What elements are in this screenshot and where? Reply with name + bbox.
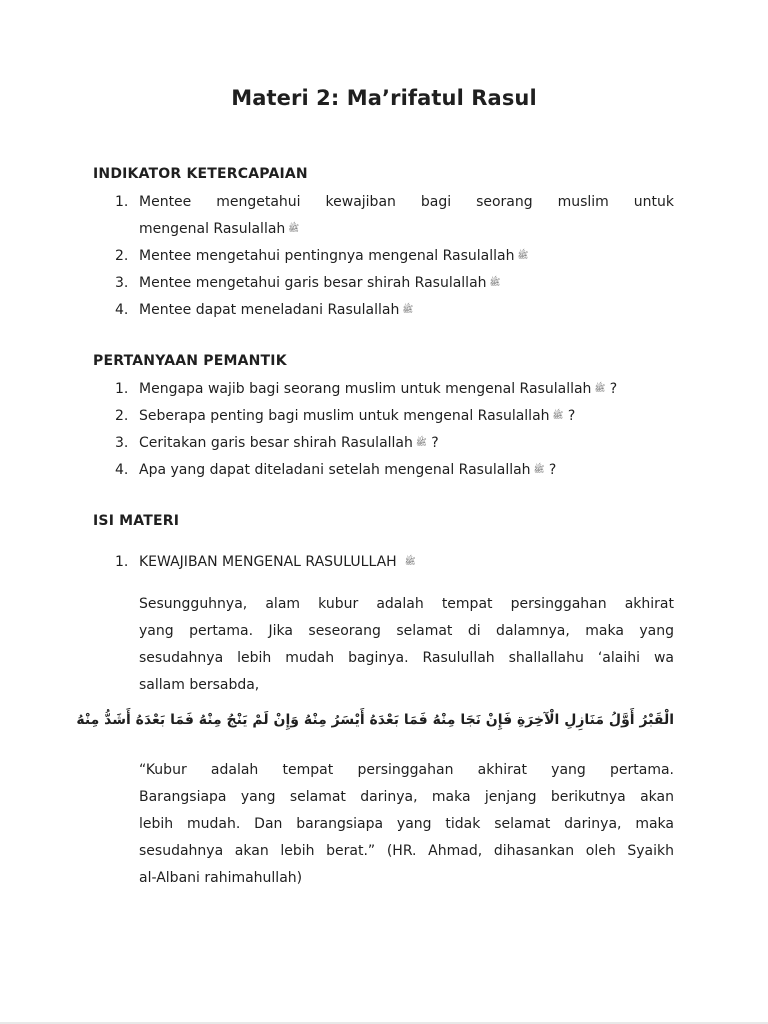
saw-symbol: ﷺ	[489, 278, 501, 288]
saw-symbol: ﷺ	[402, 305, 414, 315]
paragraph-line: Barangsiapa yang selamat darinya, maka jenjang berikutnya akan	[139, 789, 674, 805]
list-item	[93, 403, 674, 430]
list-item-text: Mentee mengetahui pentingnya mengenal Rasulallah	[139, 248, 515, 264]
list-item-text: Apa yang dapat diteladani setelah mengenal Rasulallah	[139, 462, 531, 478]
list-item-text: Mentee dapat meneladani Rasulallah	[139, 302, 400, 318]
list-item-text: Ceritakan garis besar shirah Rasulallah	[139, 435, 413, 451]
list-item	[93, 243, 674, 270]
paragraph-line: lebih mudah. Dan barangsiapa yang tidak selamat darinya, maka	[139, 816, 674, 832]
paragraph-intro	[139, 591, 674, 699]
section-heading-isi: ISI MATERI	[93, 513, 180, 529]
paragraph-line: sallam bersabda,	[139, 677, 260, 693]
list-number: 3.	[115, 435, 129, 451]
list-number: 3.	[115, 275, 129, 291]
list-item	[93, 430, 674, 457]
section-heading-indikator: INDIKATOR KETERCAPAIAN	[93, 166, 308, 182]
list-item	[93, 270, 674, 297]
list-item-text: Seberapa penting bagi muslim untuk mengenal Rasulallah	[139, 408, 550, 424]
list-number: 2.	[115, 408, 129, 424]
question-mark: ?	[605, 381, 618, 397]
list-number: 4.	[115, 302, 129, 318]
saw-symbol: ﷺ	[552, 411, 564, 421]
saw-symbol: ﷺ	[415, 438, 427, 448]
paragraph-line: “Kubur adalah tempat persinggahan akhirat yang pertama.	[139, 762, 674, 778]
list-item	[93, 457, 674, 484]
saw-symbol: ﷺ	[288, 224, 300, 234]
list-number: 1.	[115, 554, 129, 570]
saw-symbol: ﷺ	[404, 557, 416, 567]
list-item	[93, 297, 674, 324]
paragraph-line: yang pertama. Jika seseorang selamat di dalamnya, maka yang	[139, 623, 674, 639]
list-number: 1.	[115, 194, 129, 210]
question-mark: ?	[544, 462, 557, 478]
paragraph-line: al-Albani rahimahullah)	[139, 870, 303, 886]
page-title: Materi 2: Ma’rifatul Rasul	[231, 86, 537, 110]
list-number: 4.	[115, 462, 129, 478]
list-item	[93, 189, 674, 243]
saw-symbol: ﷺ	[594, 384, 606, 394]
paragraph-line: sesudahnya lebih mudah baginya. Rasulullah shallallahu ‘alaihi wa	[139, 650, 674, 666]
list-item	[93, 376, 674, 403]
sub-heading-label: KEWAJIBAN MENGENAL RASULULLAH ﷺ	[139, 554, 416, 570]
indikator-list	[93, 189, 674, 324]
paragraph-line: Sesungguhnya, alam kubur adalah tempat persinggahan akhirat	[139, 596, 674, 612]
list-item-text: Mengapa wajib bagi seorang muslim untuk mengenal Rasulallah	[139, 381, 592, 397]
paragraph-line: sesudahnya akan lebih berat.” (HR. Ahmad, dihasankan oleh Syaikh	[139, 843, 674, 859]
question-mark: ?	[563, 408, 576, 424]
list-item-text: Mentee mengetahui garis besar shirah Rasulallah	[139, 275, 487, 291]
section-heading-pertanyaan: PERTANYAAN PEMANTIK	[93, 353, 287, 369]
arabic-hadith: الْقَبْرُ أَوَّلُ مَنَازِلِ الْآخِرَةِ فَإِنْ نَجَا مِنْهُ فَمَا بَعْدَهُ أَيْسَرُ مِنْهُ وَإِنْ لَمْ يَنْجُ مِنْهُ فَمَا بَعْدَهُ أَشَدُّ مِنْهُ	[76, 712, 674, 728]
pertanyaan-list	[93, 376, 674, 484]
list-item-text: Mentee mengetahui kewajiban bagi seorang muslim untuk mengenal Rasulallah ﷺ	[139, 194, 674, 237]
saw-symbol: ﷺ	[517, 251, 529, 261]
question-mark: ?	[426, 435, 439, 451]
paragraph-translation	[139, 757, 674, 892]
list-number: 2.	[115, 248, 129, 264]
saw-symbol: ﷺ	[533, 465, 545, 475]
list-number: 1.	[115, 381, 129, 397]
